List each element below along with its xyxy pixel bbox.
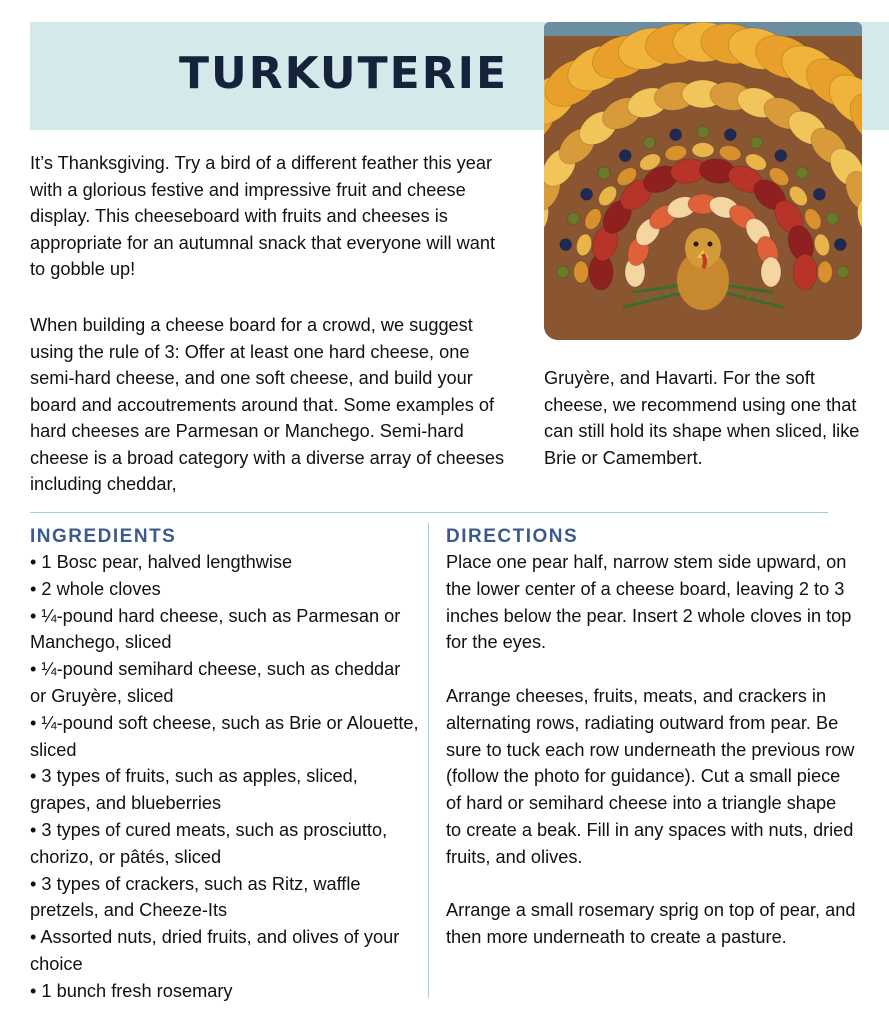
cheese-advice-left: When building a cheese board for a crowd, we suggest using the rule of 3: Offer at least one hard cheese, one semi-hard cheese, and one soft cheese, and build your board and accoutrements around that. Some examples of hard cheeses are Parmesan or Manchego. Semi-hard cheese is a broad category with a diverse array of cheeses including cheddar, <box>30 315 505 494</box>
ingredient-item: • 1 bunch fresh rosemary <box>30 978 420 1005</box>
ingredient-item: • ¼-pound semihard cheese, such as cheddar or Gruyère, sliced <box>30 656 420 710</box>
board-item <box>775 150 787 162</box>
section-divider <box>30 512 828 513</box>
column-divider <box>428 523 429 998</box>
board-item <box>568 212 580 224</box>
board-item <box>796 167 808 179</box>
board-item <box>598 167 610 179</box>
board-item <box>619 150 631 162</box>
board-item <box>581 188 593 200</box>
board-item <box>692 143 714 158</box>
board-item <box>834 239 846 251</box>
board-item <box>761 257 781 287</box>
board-item <box>837 266 849 278</box>
direction-step: Arrange cheeses, fruits, meats, and crackers in alternating rows, radiating outward from pear. Be sure to tuck each row underneath the previous row (follow the photo for guidance). Cut a small piece of hard or semihard cheese into a triangle shape to create a beak. Fill in any spaces with nuts, dried fruits, and olives. <box>446 685 855 867</box>
ingredient-item: • 1 Bosc pear, halved lengthwise <box>30 549 420 576</box>
board-item <box>574 261 589 283</box>
board-item <box>560 239 572 251</box>
ingredient-item: • 3 types of cured meats, such as prosciutto, chorizo, or pâtés, sliced <box>30 817 420 871</box>
ingredient-item: • ¼-pound soft cheese, such as Brie or Alouette, sliced <box>30 710 420 764</box>
board-item <box>643 137 655 149</box>
board-item <box>818 261 833 283</box>
ingredients-list <box>30 549 420 1005</box>
board-item <box>751 137 763 149</box>
board-item <box>670 129 682 141</box>
board-item <box>826 212 838 224</box>
board-item <box>793 254 817 290</box>
ingredient-item: • 3 types of fruits, such as apples, sliced, grapes, and blueberries <box>30 763 420 817</box>
page-title: TURKUTERIE <box>178 48 509 99</box>
direction-step: Arrange a small rosemary sprig on top of pear, and then more underneath to create a pasture. <box>446 900 856 948</box>
ingredients-heading: INGREDIENTS <box>30 526 177 547</box>
board-item <box>813 188 825 200</box>
directions-list <box>446 549 856 978</box>
intro-paragraph: It’s Thanksgiving. Try a bird of a different feather this year with a glorious festive and impressive fruit and cheese display. This cheeseboard with fruits and cheeses is appropriate for an autumnal snack that everyone will want to gobble up! <box>30 153 496 279</box>
ingredient-item: • 2 whole cloves <box>30 576 420 603</box>
ingredient-item: • ¼-pound hard cheese, such as Parmesan or Manchego, sliced <box>30 603 420 657</box>
board-item <box>724 129 736 141</box>
turkey-board-photo <box>544 22 862 340</box>
direction-step: Place one pear half, narrow stem side upward, on the lower center of a cheese board, leaving 2 to 3 inches below the pear. Insert 2 whole cloves in top for the eyes. <box>446 552 852 653</box>
cheese-advice-right: Gruyère, and Havarti. For the soft cheese, we recommend using one that can still hold its shape when sliced, like Brie or Camembert. <box>544 368 860 468</box>
board-item <box>697 126 709 138</box>
ingredient-item: • Assorted nuts, dried fruits, and olives of your choice <box>30 924 420 978</box>
ingredient-item: • 3 types of crackers, such as Ritz, waffle pretzels, and Cheeze-Its <box>30 871 420 925</box>
board-item <box>557 266 569 278</box>
directions-heading: DIRECTIONS <box>446 526 579 547</box>
